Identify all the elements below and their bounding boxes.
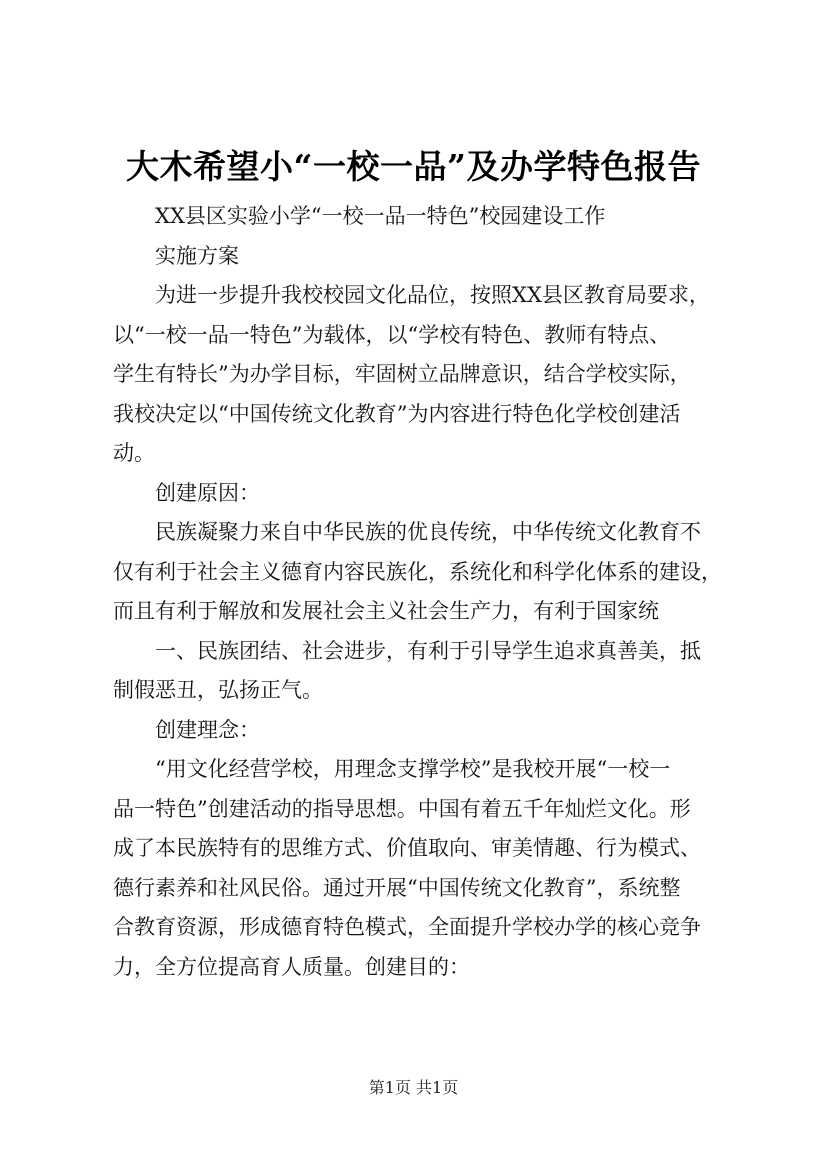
body-line: 品一特色”创建活动的指导思想。中国有着五千年灿烂文化。形 [113,796,691,821]
body-line: 合教育资源，形成德育特色模式，全面提升学校办学的核心竞争 [113,915,701,939]
body-line: 成了本民族特有的思维方式、价值取向、审美情趣、行为模式、 [113,836,701,860]
body-line: 而且有利于解放和发展社会主义社会生产力，有利于国家统 [113,599,659,623]
body-line: 一、民族团结、社会进步，有利于引导学生追求真善美，抵 [155,638,701,663]
body-line: 创建理念： [155,717,260,742]
body-line: 制假恶丑，弘扬正气。 [113,678,323,702]
document-body [113,197,733,987]
body-line: 实施方案 [155,243,239,268]
body-line: 仅有利于社会主义德育内容民族化，系统化和科学化体系的建设， [113,559,722,584]
body-line: 民族凝聚力来自中华民族的优良传统，中华传统文化教育不 [155,520,701,544]
body-line: 以“一校一品一特色”为载体，以“学校有特色、教师有特点、 [113,322,671,347]
body-line: 动。 [113,441,155,465]
body-line: 为进一步提升我校校园文化品位，按照XX县区教育局要求， [155,283,710,307]
body-line: 力，全方位提高育人质量。创建目的： [113,954,470,979]
body-line: “用文化经营学校，用理念支撑学校”是我校开展“一校一 [155,757,671,781]
document-title: 大木希望小“一校一品”及办学特色报告 [126,147,701,186]
body-line: 我校决定以“中国传统文化教育”为内容进行特色化学校创建活 [113,401,681,426]
body-line: XX县区实验小学“一校一品一特色”校园建设工作 [155,204,606,228]
page-footer: 第1页 共1页 [368,1078,459,1097]
body-line: 学生有特长”为办学目标，牢固树立品牌意识，结合学校实际， [113,362,691,386]
body-line: 德行素养和社风民俗。通过开展“中国传统文化教育”，系统整 [113,875,681,900]
body-line: 创建原因： [155,480,260,505]
